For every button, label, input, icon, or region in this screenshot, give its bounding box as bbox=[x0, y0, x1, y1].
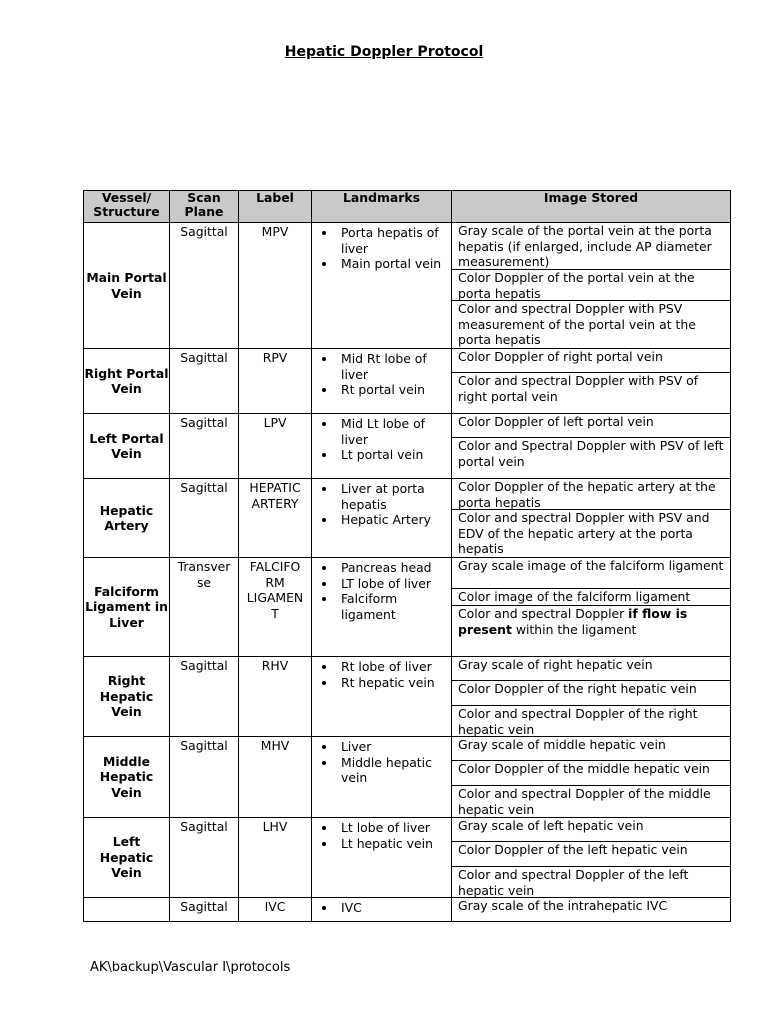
image-stored-cell bbox=[452, 414, 731, 479]
scan-plane-cell bbox=[170, 737, 239, 818]
vessel-label: LPV bbox=[263, 415, 287, 430]
vessel-name: Middle Hepatic Vein bbox=[99, 753, 154, 800]
landmarks-list bbox=[312, 558, 451, 622]
image-stored-item: Color Doppler of the hepatic artery at the porta hepatis bbox=[458, 479, 716, 510]
image-stored-item: Color and spectral Doppler of the right hepatic vein bbox=[452, 705, 730, 736]
landmark-item: • Mid Lt lobe of liver bbox=[337, 416, 447, 447]
scan-plane: Sagittal bbox=[180, 819, 228, 834]
landmarks-list bbox=[312, 479, 451, 528]
landmark-item: • Liver bbox=[337, 739, 447, 755]
landmark-item: • LT lobe of liver bbox=[337, 576, 447, 592]
vessel-label: FALCIFO RM LIGAMEN T bbox=[246, 559, 304, 621]
scan-plane-cell bbox=[170, 818, 239, 898]
image-stored-item: Color and Spectral Doppler with PSV of left portal vein bbox=[452, 437, 730, 478]
vessel-name: Main Portal Vein bbox=[86, 270, 167, 301]
vessel-label: MHV bbox=[260, 738, 290, 753]
image-stored-cell bbox=[452, 223, 731, 349]
landmarks-list bbox=[312, 414, 451, 463]
vessel-name: Left Hepatic Vein bbox=[99, 834, 154, 881]
landmarks-cell bbox=[312, 223, 452, 349]
landmarks-list bbox=[312, 737, 451, 786]
landmark-item: • IVC bbox=[337, 900, 447, 916]
image-text: within the ligament bbox=[511, 621, 637, 637]
image-stored-item: Color image of the falciform ligament bbox=[452, 588, 730, 605]
table-row bbox=[84, 657, 731, 737]
image-stored-item: Color and spectral Doppler of the left hepatic vein bbox=[452, 866, 730, 897]
scan-plane: Sagittal bbox=[180, 224, 228, 239]
image-stored-item: Color Doppler of the left hepatic vein bbox=[452, 841, 730, 866]
scan-plane-cell bbox=[170, 349, 239, 414]
label-cell bbox=[239, 818, 312, 898]
image-text: Color and spectral Doppler bbox=[458, 606, 629, 621]
vessel-label: IVC bbox=[264, 899, 286, 914]
image-text-emphasis: if flow is present bbox=[458, 606, 688, 637]
scan-plane: Sagittal bbox=[180, 899, 228, 914]
image-stored-item: Color and spectral Doppler with PSV of right portal vein bbox=[452, 372, 730, 413]
vessel-cell bbox=[84, 737, 170, 818]
table-row bbox=[84, 737, 731, 818]
label-cell bbox=[239, 737, 312, 818]
landmark-item: • Rt portal vein bbox=[337, 382, 447, 398]
image-stored-item: Color and spectral Doppler with PSV and EDV of the hepatic artery at the porta hepatis bbox=[452, 509, 730, 557]
image-stored-item: Color Doppler of right portal vein bbox=[458, 349, 663, 364]
protocol-table bbox=[83, 190, 731, 922]
image-stored-item: Color and spectral Doppler with PSV measurement of the portal vein at the porta hepatis bbox=[452, 300, 730, 348]
landmarks-cell bbox=[312, 818, 452, 898]
image-stored-cell bbox=[452, 657, 731, 737]
image-stored-cell bbox=[452, 737, 731, 818]
scan-plane: Sagittal bbox=[180, 415, 228, 430]
landmarks-cell bbox=[312, 349, 452, 414]
label-cell bbox=[239, 657, 312, 737]
landmarks-list bbox=[312, 818, 451, 851]
landmark-item: • Middle hepatic vein bbox=[337, 755, 447, 786]
vessel-name: Hepatic Artery bbox=[99, 502, 154, 533]
vessel-label: RPV bbox=[262, 350, 288, 365]
scan-plane: Sagittal bbox=[180, 480, 228, 495]
table-row bbox=[84, 898, 731, 922]
image-stored-cell bbox=[452, 818, 731, 898]
scan-plane-cell bbox=[170, 898, 239, 922]
label-cell bbox=[239, 349, 312, 414]
image-stored-cell bbox=[452, 479, 731, 558]
label-cell bbox=[239, 898, 312, 922]
image-stored-cell bbox=[452, 349, 731, 414]
landmarks-cell bbox=[312, 414, 452, 479]
header-scan-plane: Scan Plane bbox=[170, 191, 239, 223]
landmarks-cell bbox=[312, 479, 452, 558]
image-stored-item: Color Doppler of the portal vein at the porta hepatis bbox=[452, 269, 730, 300]
image-stored-cell bbox=[452, 898, 731, 922]
vessel-cell bbox=[84, 223, 170, 349]
landmark-item: • Pancreas head bbox=[337, 560, 447, 576]
landmarks-cell bbox=[312, 898, 452, 922]
landmark-item: • Falciform ligament bbox=[337, 591, 447, 622]
image-stored-item bbox=[452, 605, 730, 656]
image-stored-item: Gray scale of left hepatic vein bbox=[458, 818, 644, 833]
scan-plane: Transver se bbox=[177, 559, 231, 590]
vessel-name: Right Hepatic Vein bbox=[99, 673, 154, 720]
vessel-cell bbox=[84, 349, 170, 414]
table-row bbox=[84, 818, 731, 898]
vessel-cell bbox=[84, 657, 170, 737]
image-stored-item: Gray scale of the portal vein at the porta hepatis (if enlarged, include AP diameter measurement) bbox=[458, 223, 712, 269]
landmark-item: • Lt lobe of liver bbox=[337, 820, 447, 836]
header-label: Label bbox=[239, 191, 312, 223]
landmark-item: • Lt portal vein bbox=[337, 447, 447, 463]
landmark-item: • Lt hepatic vein bbox=[337, 836, 447, 852]
vessel-name: Left Portal Vein bbox=[89, 430, 164, 461]
image-stored-item: Gray scale of right hepatic vein bbox=[458, 657, 653, 672]
footer-path: AK\backup\Vascular I\protocols bbox=[90, 960, 291, 975]
landmark-item: • Hepatic Artery bbox=[337, 512, 447, 528]
landmark-item: • Rt hepatic vein bbox=[337, 675, 447, 691]
scan-plane: Sagittal bbox=[180, 738, 228, 753]
label-cell bbox=[239, 558, 312, 657]
table-row bbox=[84, 479, 731, 558]
landmarks-list bbox=[312, 898, 451, 916]
table-row bbox=[84, 349, 731, 414]
vessel-cell bbox=[84, 818, 170, 898]
landmarks-list bbox=[312, 657, 451, 690]
image-stored-item: Gray scale image of the falciform ligament bbox=[458, 558, 724, 573]
header-vessel: Vessel/ Structure bbox=[84, 191, 170, 223]
vessel-cell bbox=[84, 414, 170, 479]
vessel-cell bbox=[84, 479, 170, 558]
scan-plane-cell bbox=[170, 479, 239, 558]
landmarks-cell bbox=[312, 558, 452, 657]
image-stored-item: Color and spectral Doppler of the middle hepatic vein bbox=[452, 785, 730, 817]
vessel-label: HEPATIC ARTERY bbox=[249, 480, 301, 511]
label-cell bbox=[239, 223, 312, 349]
scan-plane: Sagittal bbox=[180, 350, 228, 365]
landmarks-cell bbox=[312, 657, 452, 737]
header-landmarks: Landmarks bbox=[312, 191, 452, 223]
table-body bbox=[84, 223, 731, 922]
table-row bbox=[84, 414, 731, 479]
table-row bbox=[84, 223, 731, 349]
landmark-item: • Porta hepatis of liver bbox=[337, 225, 447, 256]
vessel-name: Right Portal Vein bbox=[84, 365, 169, 396]
scan-plane-cell bbox=[170, 414, 239, 479]
table-row bbox=[84, 558, 731, 657]
vessel-label: LHV bbox=[262, 819, 288, 834]
image-stored-cell bbox=[452, 558, 731, 657]
landmarks-list bbox=[312, 349, 451, 398]
vessel-label: MPV bbox=[261, 224, 289, 239]
landmarks-cell bbox=[312, 737, 452, 818]
landmarks-list bbox=[312, 223, 451, 272]
landmark-item: • Rt lobe of liver bbox=[337, 659, 447, 675]
vessel-cell bbox=[84, 558, 170, 657]
label-cell bbox=[239, 479, 312, 558]
scan-plane-cell bbox=[170, 223, 239, 349]
image-stored-item: Color Doppler of the right hepatic vein bbox=[452, 680, 730, 705]
vessel-name: Falciform Ligament in Liver bbox=[85, 583, 168, 630]
vessel-label: RHV bbox=[261, 658, 289, 673]
label-cell bbox=[239, 414, 312, 479]
landmark-item: • Liver at porta hepatis bbox=[337, 481, 447, 512]
scan-plane: Sagittal bbox=[180, 658, 228, 673]
table-header-row bbox=[84, 191, 731, 223]
scan-plane-cell bbox=[170, 657, 239, 737]
image-stored-item: Gray scale of the intrahepatic IVC bbox=[458, 898, 668, 913]
vessel-cell bbox=[84, 898, 170, 922]
landmark-item: • Main portal vein bbox=[337, 256, 447, 272]
image-stored-item: Color Doppler of the middle hepatic vein bbox=[452, 760, 730, 785]
scan-plane-cell bbox=[170, 558, 239, 657]
page-title: Hepatic Doppler Protocol bbox=[284, 44, 484, 60]
image-stored-item: Color Doppler of left portal vein bbox=[458, 414, 654, 429]
image-stored-item: Gray scale of middle hepatic vein bbox=[458, 737, 666, 752]
header-image-stored: Image Stored bbox=[452, 191, 731, 223]
landmark-item: • Mid Rt lobe of liver bbox=[337, 351, 447, 382]
